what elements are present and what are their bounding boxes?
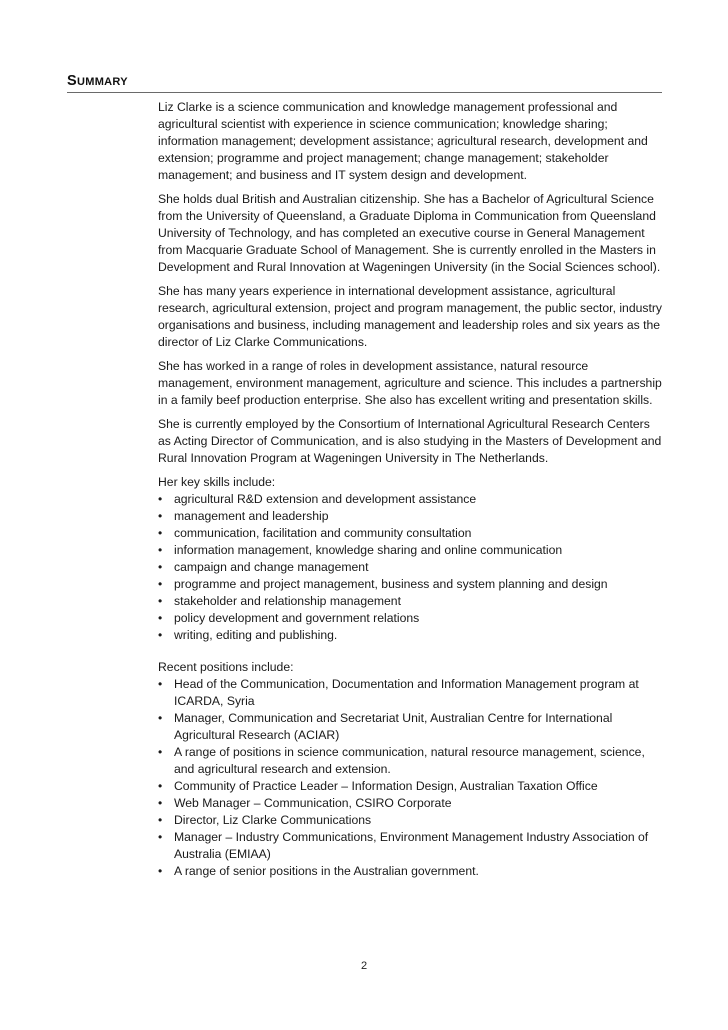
list-item	[158, 778, 666, 795]
bullet-icon: •	[158, 628, 163, 642]
position-text: Head of the Communication, Documentation and Information Management program at ICARDA, Syria	[174, 677, 639, 708]
position-text: Director, Liz Clarke Communications	[174, 813, 372, 827]
list-item	[158, 508, 666, 525]
skill-text: agricultural R&D extension and development assistance	[174, 492, 477, 506]
skill-text: management and leadership	[174, 509, 329, 523]
list-item	[158, 576, 666, 593]
bullet-icon: •	[158, 813, 163, 827]
bullet-icon: •	[158, 526, 163, 540]
list-item	[158, 676, 666, 710]
skill-text: communication, facilitation and community consultation	[174, 526, 472, 540]
bullet-icon: •	[158, 711, 163, 725]
bullet-icon: •	[158, 864, 163, 878]
list-item	[158, 627, 666, 644]
bullet-icon: •	[158, 796, 163, 810]
bullet-icon: •	[158, 677, 163, 691]
position-text: Community of Practice Leader – Information Design, Australian Taxation Office	[174, 779, 598, 793]
list-item	[158, 542, 666, 559]
skill-text: information management, knowledge sharing and online communication	[174, 543, 563, 557]
position-text: Manager, Communication and Secretariat Unit, Australian Centre for International Agricultural Research (ACIAR)	[174, 711, 613, 742]
list-item	[158, 491, 666, 508]
skill-text: campaign and change management	[174, 560, 369, 574]
list-item	[158, 744, 666, 778]
skill-text: policy development and government relations	[174, 611, 420, 625]
summary-body	[158, 99, 666, 895]
skill-text: programme and project management, business and system planning and design	[174, 577, 608, 591]
list-item	[158, 593, 666, 610]
list-item	[158, 559, 666, 576]
list-item	[158, 829, 666, 863]
positions-intro: Recent positions include:	[158, 660, 294, 674]
summary-paragraph: She has many years experience in international development assistance, agricultural research, agricultural extension, project and program management, the public sector, industry organisations and business, including management and leadership roles and six years as the director of Liz Clarke Communications.	[158, 284, 663, 349]
bullet-icon: •	[158, 830, 163, 844]
bullet-icon: •	[158, 543, 163, 557]
list-item	[158, 795, 666, 812]
list-item	[158, 812, 666, 829]
position-text: Web Manager – Communication, CSIRO Corporate	[174, 796, 452, 810]
position-text: A range of senior positions in the Australian government.	[174, 864, 479, 878]
section-heading-summary	[67, 72, 662, 93]
summary-paragraph: Liz Clarke is a science communication and knowledge management professional and agricultural scientist with experience in science communication; knowledge sharing; information management; development assistance; agricultural research, development and extension; programme and project management; change management; stakeholder management; and business and IT system design and development.	[158, 100, 648, 182]
bullet-icon: •	[158, 779, 163, 793]
heading-rest: UMMARY	[76, 76, 128, 88]
bullet-icon: •	[158, 594, 163, 608]
list-item	[158, 610, 666, 627]
list-item	[158, 863, 666, 880]
bullet-icon: •	[158, 577, 163, 591]
bullet-icon: •	[158, 492, 163, 506]
heading-initial: S	[67, 73, 77, 89]
bullet-icon: •	[158, 560, 163, 574]
summary-paragraph: She has worked in a range of roles in development assistance, natural resource management, environment management, agriculture and science. This includes a partnership in a family beef production enterprise. She also has excellent writing and presentation skills.	[158, 359, 662, 407]
skills-list	[158, 491, 666, 644]
summary-paragraph: She is currently employed by the Consortium of International Agricultural Research Centers as Acting Director of Communication, and is also studying in the Masters of Development and Rural Innovation Program at Wageningen University in The Netherlands.	[158, 417, 662, 465]
list-item	[158, 525, 666, 542]
bullet-icon: •	[158, 745, 163, 759]
position-text: Manager – Industry Communications, Environment Management Industry Association of Australia (EMIAA)	[174, 830, 649, 861]
skill-text: stakeholder and relationship management	[174, 594, 401, 608]
bullet-icon: •	[158, 509, 163, 523]
list-item	[158, 710, 666, 744]
page-number: 2	[360, 960, 368, 972]
skill-text: writing, editing and publishing.	[174, 628, 338, 642]
positions-list	[158, 676, 666, 880]
position-text: A range of positions in science communication, natural resource management, science, and agricultural research and extension.	[174, 745, 645, 776]
summary-paragraph: She holds dual British and Australian citizenship. She has a Bachelor of Agricultural Science from the University of Queensland, a Graduate Diploma in Communication from Queensland University of Technology, and has completed an executive course in General Management from Macquarie Graduate School of Management. She is currently enrolled in the Masters in Development and Rural Innovation at Wageningen University (in the Social Sciences school).	[158, 192, 661, 274]
skills-intro: Her key skills include:	[158, 475, 276, 489]
bullet-icon: •	[158, 611, 163, 625]
